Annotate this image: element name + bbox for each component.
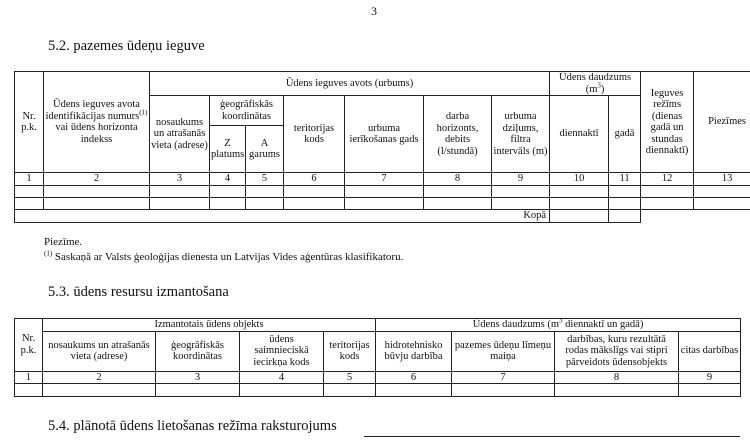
cell[interactable] xyxy=(492,197,550,209)
cell[interactable] xyxy=(246,185,284,197)
col-num: 1 xyxy=(15,173,44,186)
header-daily: diennaktī xyxy=(550,96,609,173)
water-resource-use-table xyxy=(14,318,741,397)
col-num: 7 xyxy=(345,173,424,186)
cell[interactable] xyxy=(694,185,750,197)
col-num: 2 xyxy=(43,371,156,384)
groundwater-extraction-table xyxy=(14,71,750,223)
cell[interactable] xyxy=(150,197,210,209)
cell[interactable] xyxy=(44,197,150,209)
header-name-place: nosaukums un atrašanās vieta (adrese) xyxy=(43,331,156,371)
cell[interactable] xyxy=(210,185,246,197)
header-hydro: hidrotehnisko būvju darbība xyxy=(376,331,452,371)
cell[interactable] xyxy=(452,384,555,397)
col-num: 1 xyxy=(15,371,43,384)
cell[interactable] xyxy=(609,185,641,197)
blank-cell xyxy=(641,209,694,222)
cell[interactable] xyxy=(641,197,694,209)
header-other: citas darbības xyxy=(679,331,741,371)
cell[interactable] xyxy=(492,185,550,197)
table-row xyxy=(15,185,750,197)
column-number-row xyxy=(15,173,750,186)
col-num: 4 xyxy=(240,371,324,384)
total-yearly-cell[interactable] xyxy=(609,209,641,222)
header-object-group: Izmantotais ūdens objekts xyxy=(43,319,376,332)
cell[interactable] xyxy=(240,384,324,397)
header-lowering: pazemes ūdeņu līmeņu maiņa xyxy=(452,331,555,371)
header-territory: teritorijas kods xyxy=(284,96,345,173)
cell[interactable] xyxy=(550,197,609,209)
cell[interactable] xyxy=(15,384,43,397)
col-num: 8 xyxy=(555,371,679,384)
header-geo: ģeogrāfiskās koordinātas xyxy=(156,331,240,371)
cell[interactable] xyxy=(424,185,492,197)
cell[interactable] xyxy=(284,197,345,209)
header-eco-code: ūdens saimnieciskā iecirkņa kods xyxy=(240,331,324,371)
total-daily-cell[interactable] xyxy=(550,209,609,222)
col-num: 8 xyxy=(424,173,492,186)
section-52-title: 5.2. pazemes ūdeņu ieguve xyxy=(48,38,205,54)
cell[interactable] xyxy=(44,185,150,197)
cell[interactable] xyxy=(345,197,424,209)
col-num: 6 xyxy=(284,173,345,186)
cell[interactable] xyxy=(156,384,240,397)
col-num: 9 xyxy=(492,173,550,186)
page-number: 3 xyxy=(371,4,377,18)
header-id: Ūdens ieguves avota identifikācijas numurs$^{(1)}$ vai ūdens horizonta indekss xyxy=(44,72,150,173)
cell[interactable] xyxy=(15,185,44,197)
col-num: 5 xyxy=(246,173,284,186)
col-num: 12 xyxy=(641,173,694,186)
table-row xyxy=(15,384,741,397)
header-a: A garums xyxy=(246,126,284,173)
cell[interactable] xyxy=(679,384,741,397)
header-activities: darbības, kuru rezultātā rodas mākslīgs vai stipri pārveidots ūdensobjekts xyxy=(555,331,679,371)
header-nr: Nr. p.k. xyxy=(15,319,43,372)
header-horizon: darba horizonts, debits (l/stundā) xyxy=(424,96,492,173)
cell[interactable] xyxy=(641,185,694,197)
fill-in-line[interactable] xyxy=(364,436,740,437)
header-name-place: nosaukums un atrašanās vieta (adrese) xyxy=(150,96,210,173)
header-yearly: gadā xyxy=(609,96,641,173)
header-depth: urbuma dziļums, filtra intervāls (m) xyxy=(492,96,550,173)
total-row xyxy=(15,209,750,222)
header-z: Z platums xyxy=(210,126,246,173)
blank-cell xyxy=(694,209,750,222)
header-nr: Nr. p.k. xyxy=(15,72,44,173)
cell[interactable] xyxy=(345,185,424,197)
table-row xyxy=(15,197,750,209)
col-num: 10 xyxy=(550,173,609,186)
note-title: Piezīme. xyxy=(44,236,83,248)
cell[interactable] xyxy=(550,185,609,197)
header-notes: Piezīmes xyxy=(694,72,750,173)
note-text: $^{(1)}$ Saskaņā ar Valsts ģeoloģijas dienesta un Latvijas Vides aģentūras klasifikatoru. xyxy=(44,249,404,263)
section-54-title: 5.4. plānotā ūdens lietošanas režīma raksturojums xyxy=(48,418,337,434)
col-num: 5 xyxy=(324,371,376,384)
cell[interactable] xyxy=(555,384,679,397)
cell[interactable] xyxy=(324,384,376,397)
cell[interactable] xyxy=(246,197,284,209)
total-label: Kopā xyxy=(15,209,550,222)
cell[interactable] xyxy=(284,185,345,197)
cell[interactable] xyxy=(43,384,156,397)
col-num: 9 xyxy=(679,371,741,384)
cell[interactable] xyxy=(424,197,492,209)
cell[interactable] xyxy=(376,384,452,397)
cell[interactable] xyxy=(150,185,210,197)
column-number-row xyxy=(15,371,741,384)
cell[interactable] xyxy=(210,197,246,209)
cell[interactable] xyxy=(15,197,44,209)
header-equip-year: urbuma ierīkošanas gads xyxy=(345,96,424,173)
header-amount-group: Ūdens daudzums $(m^3)$ xyxy=(550,72,641,96)
col-num: 13 xyxy=(694,173,750,186)
col-num: 11 xyxy=(609,173,641,186)
header-amount-group: Ūdens daudzums ($m^3$ diennaktī un gadā) xyxy=(376,319,741,332)
header-geo: ģeogrāfiskās koordinātas xyxy=(210,96,284,126)
col-num: 3 xyxy=(150,173,210,186)
header-territory: teritorijas kods xyxy=(324,331,376,371)
col-num: 3 xyxy=(156,371,240,384)
col-num: 7 xyxy=(452,371,555,384)
col-num: 6 xyxy=(376,371,452,384)
section-53-title: 5.3. ūdens resursu izmantošana xyxy=(48,284,229,300)
header-source-group: Ūdens ieguves avots (urbums) xyxy=(150,72,550,96)
col-num: 4 xyxy=(210,173,246,186)
cell[interactable] xyxy=(694,197,750,209)
col-num: 2 xyxy=(44,173,150,186)
header-regime: Ieguves režīms (dienas gadā un stundas diennaktī) xyxy=(641,72,694,173)
cell[interactable] xyxy=(609,197,641,209)
